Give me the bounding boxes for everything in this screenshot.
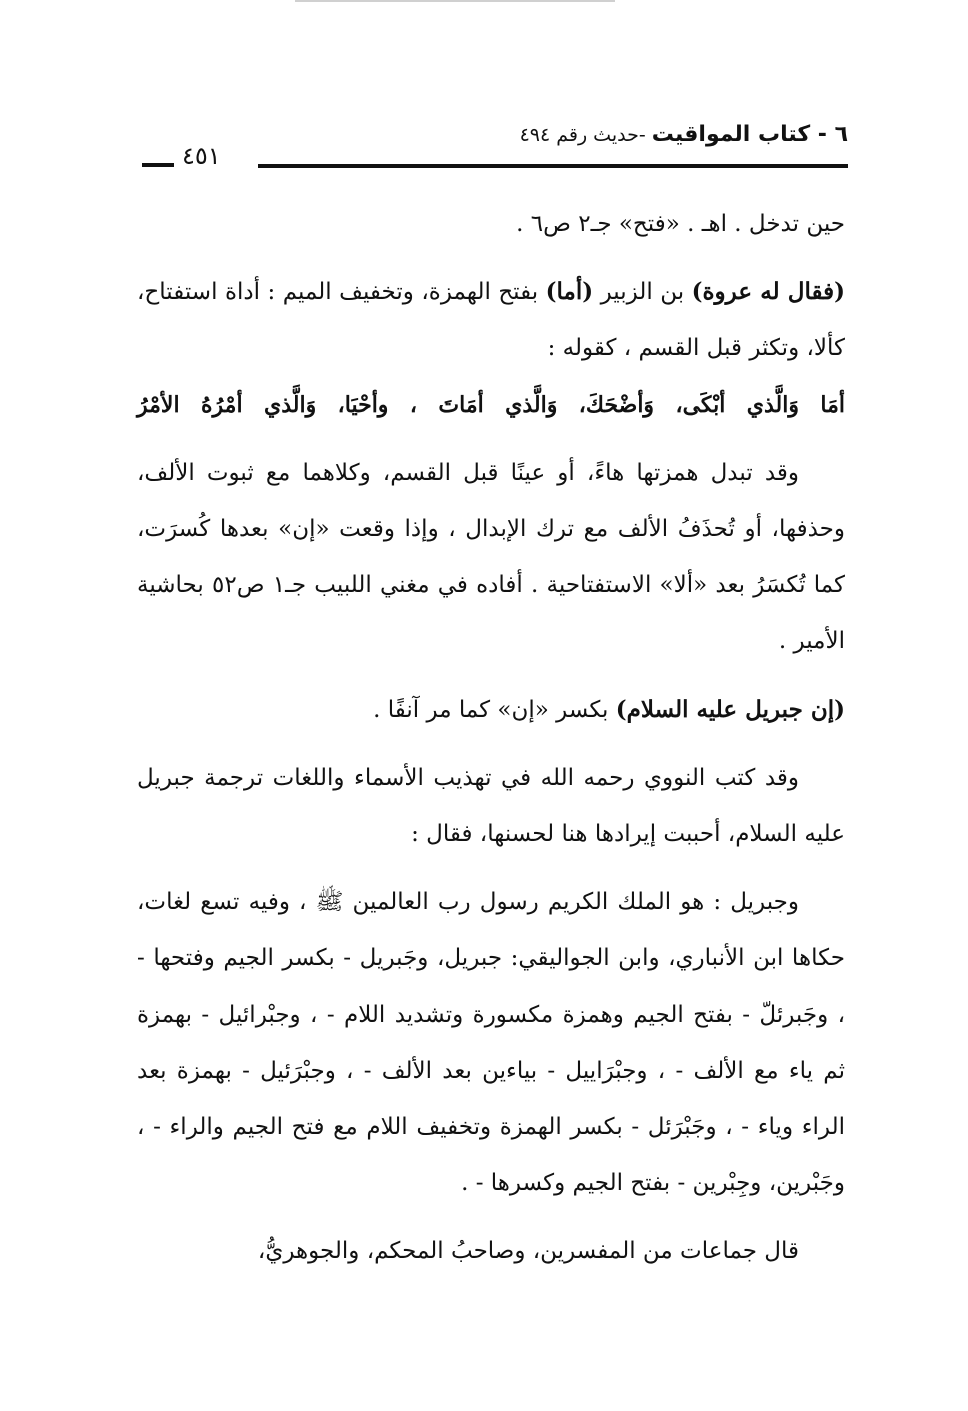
page-number: ٤٥١ <box>182 142 221 170</box>
scan-edge-line <box>295 0 615 2</box>
lemma: (أما) <box>545 278 594 306</box>
paragraph-text: وجبريل : هو الملك الكريم رسول رب العالمين ﷺ ، وفيه تسع لغات، حكاها ابن الأنباري، وابن الجواليقي: جبريل، وجَبريل - بكسر الجيم وفتحها - ، وجَبرئلّ - بفتح الجيم وهمزة مكسورة وتشديد اللام - ، وجبْرائيل - بهمزة ثم ياء مع الألف - ، وجبْرَاييل - بياءين بعد الألف - ، وجبْرَئيل - بهمزة بعد الراء وياء - ، وجَبْرَئل - بكسر الهمزة وتخفيف اللام مع فتح الجيم والراء - ، وجَبْرين، وجِبْرين - بفتح الجيم وكسرها - . <box>137 889 846 1197</box>
chapter-title: ٦ - كتاب المواقيت <box>651 122 848 147</box>
paragraph <box>137 1223 845 1279</box>
paragraph <box>137 750 845 862</box>
paragraph <box>137 682 845 738</box>
paragraph <box>137 264 845 376</box>
paragraph <box>137 874 845 1211</box>
paragraph-text: وقد تبدل همزتها هاءً، أو عينًا قبل القسم، وكلاهما مع ثبوت الألف، وحذفها، أو تُحذَفُ الألف مع ترك الإبدال ، وإذا وقعت «إن» بعدها كُسرَت، كما تُكسَرُ بعد «ألا» الاستفتاحية . أفاده في مغني اللبيب جـ١ ص٥٢ بحاشية الأمير . <box>137 459 845 655</box>
lemma: (فقال له عروة) <box>691 278 845 306</box>
paragraph-text: بكسر «إن» كما مر آنفًا . <box>373 696 616 723</box>
paragraph-text: قال جماعات من المفسرين، وصاحبُ المحكم، والجوهريُّ، <box>257 1238 799 1265</box>
paragraph-text: حين تدخل . اهـ . «فتح» جـ٢ ص٦ . <box>516 211 845 237</box>
paragraph <box>137 445 845 670</box>
page-number-dash <box>142 163 174 167</box>
paragraph-text: وقد كتب النووي رحمه الله في تهذيب الأسماء واللغات ترجمة جبريل عليه السلام، أحببت إيرادها هنا لحسنها، فقال : <box>137 764 845 848</box>
paragraph <box>137 196 845 252</box>
header-rule <box>258 164 848 168</box>
paragraph-text: بفتح الهمزة، وتخفيف الميم : أداة استفتاح، كألا، وتكثر قبل القسم ، كقوله : <box>137 279 845 362</box>
lemma: (إن جبريل عليه السلام) <box>615 695 845 723</box>
body-text <box>137 196 845 1280</box>
paragraph-text: بن الزبير <box>593 279 692 306</box>
poetry-verse: أمَا وَالَّذي أبْكَى، وَأضْحَكَ، وَالَّذي أمَاتَ ، وأحْيَا، وَالَّذي أمْرُهُ الأمْرُ <box>137 391 845 418</box>
hadith-number: -حديث رقم ٤٩٤ <box>519 124 652 146</box>
header-title <box>520 122 848 147</box>
running-header <box>130 122 848 182</box>
